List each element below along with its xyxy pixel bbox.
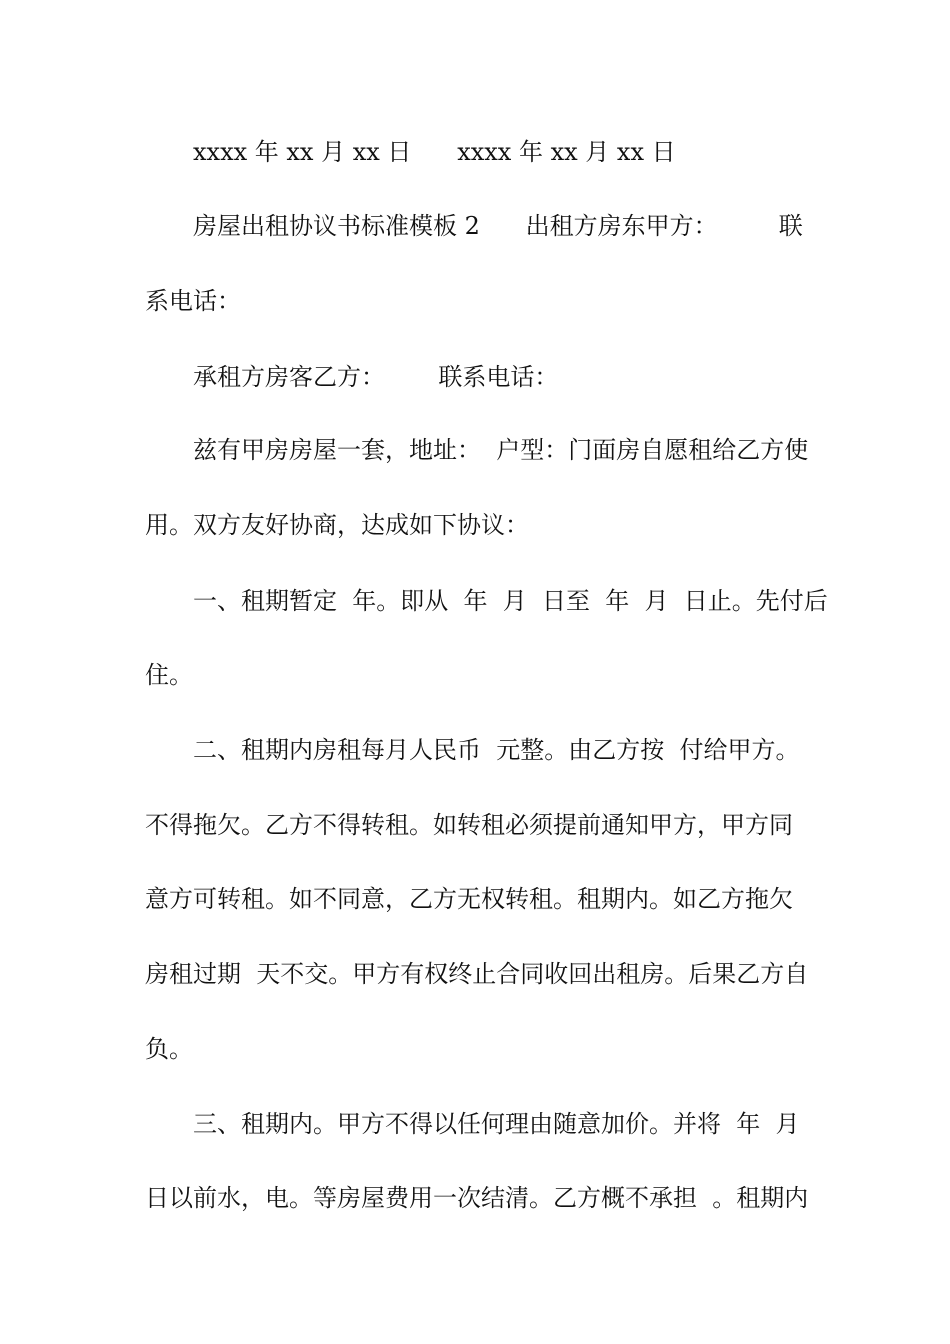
paragraph-line: 房租过期 天不交。甲方有权终止合同收回出租房。后果乙方自 [145, 960, 809, 988]
tenant-party-line: 承租方房客乙方： 联系电话： [193, 363, 559, 391]
clause-three-line: 三、租期内。甲方不得以任何理由随意加价。并将 年 月 [193, 1110, 800, 1138]
paragraph-line: 用。双方友好协商，达成如下协议： [145, 511, 529, 539]
paragraph-line: 日以前水，电。等房屋费用一次结清。乙方概不承担 。租期内 [145, 1184, 809, 1212]
paragraph-line: 不得拖欠。乙方不得转租。如转租必须提前通知甲方，甲方同 [145, 811, 793, 839]
clause-one-line: 一、租期暂定 年。即从 年 月 日至 年 月 日止。先付后 [193, 587, 828, 615]
paragraph-line: 系电话： [145, 287, 241, 315]
paragraph-line: 住。 [145, 661, 193, 689]
paragraph-line: 兹有甲房房屋一套，地址： 户型：门面房自愿租给乙方使 [193, 436, 809, 464]
paragraph-line: 负。 [145, 1035, 193, 1063]
agreement-title-line: 房屋出租协议书标准模板 2 出租方房东甲方： 联 [193, 212, 803, 240]
clause-two-line: 二、租期内房租每月人民币 元整。由乙方按 付给甲方。 [193, 736, 800, 764]
paragraph-line: 意方可转租。如不同意，乙方无权转租。租期内。如乙方拖欠 [145, 885, 793, 913]
signature-dates-line: xxxx 年 xx 月 xx 日 xxxx 年 xx 月 xx 日 [193, 138, 676, 166]
